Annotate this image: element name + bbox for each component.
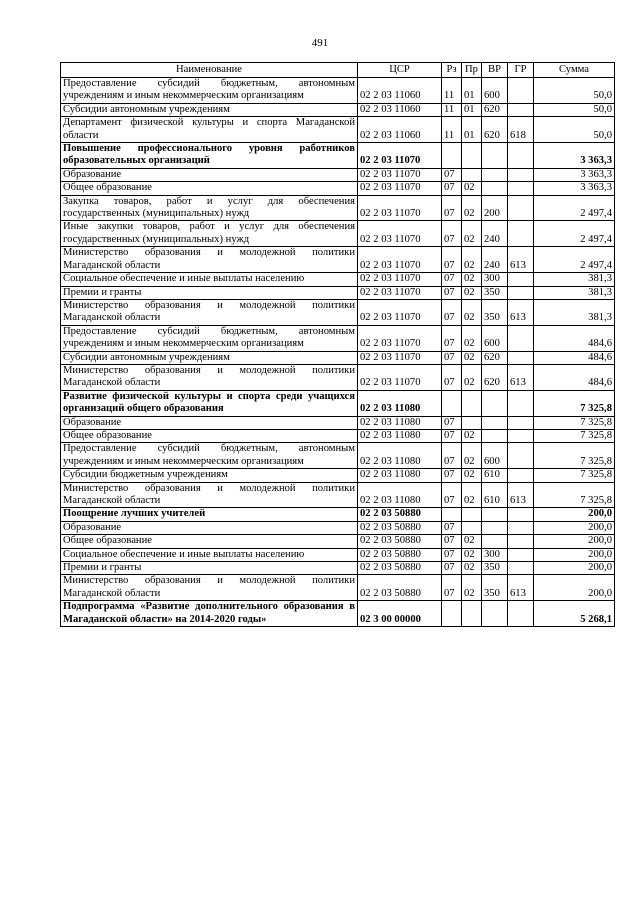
cell-vr: 620 [482,364,508,390]
cell-vr [482,521,508,534]
cell-name: Социальное обеспечение и иные выплаты населению [61,548,358,561]
cell-name: Образование [61,168,358,181]
table-row [61,535,615,548]
table-row [61,601,615,627]
table-row [61,182,615,195]
cell-sum: 3 363,3 [534,143,615,169]
cell-vr: 600 [482,78,508,104]
cell-vr [482,143,508,169]
cell-pr [462,601,482,627]
cell-csr: 02 3 00 00000 [358,601,442,627]
cell-csr: 02 2 03 11070 [358,247,442,273]
cell-pr: 02 [462,535,482,548]
cell-sum: 5 268,1 [534,601,615,627]
cell-rz: 07 [442,562,462,575]
cell-vr: 350 [482,299,508,325]
cell-csr: 02 2 03 11080 [358,390,442,416]
cell-name: Общее образование [61,535,358,548]
cell-csr: 02 2 03 11070 [358,182,442,195]
table-row [61,508,615,521]
table-row [61,575,615,601]
table-row [61,548,615,561]
cell-sum: 7 325,8 [534,469,615,482]
cell-name: Предоставление субсидий бюджетным, автономным учреждениям и иным некоммерческим организациям [61,78,358,104]
cell-vr [482,508,508,521]
cell-sum: 7 325,8 [534,416,615,429]
cell-gr [508,416,534,429]
table-row [61,286,615,299]
cell-vr: 240 [482,221,508,247]
cell-sum: 2 497,4 [534,221,615,247]
cell-pr: 02 [462,364,482,390]
cell-vr: 300 [482,548,508,561]
cell-pr: 02 [462,221,482,247]
cell-rz: 07 [442,443,462,469]
cell-vr: 620 [482,351,508,364]
page-number: 491 [311,37,329,49]
cell-gr [508,521,534,534]
cell-name: Министерство образования и молодежной политики Магаданской области [61,299,358,325]
cell-rz [442,508,462,521]
table-row [61,117,615,143]
table-row [61,521,615,534]
cell-gr [508,325,534,351]
cell-gr [508,221,534,247]
cell-name: Министерство образования и молодежной политики Магаданской области [61,364,358,390]
header-pr: Пр [462,63,482,78]
cell-csr: 02 2 03 11070 [358,273,442,286]
table-row [61,247,615,273]
cell-csr: 02 2 03 11070 [358,168,442,181]
cell-rz [442,390,462,416]
cell-rz: 07 [442,521,462,534]
cell-vr: 240 [482,247,508,273]
cell-name: Премии и гранты [61,286,358,299]
cell-pr: 02 [462,562,482,575]
cell-csr: 02 2 03 50880 [358,508,442,521]
cell-gr [508,168,534,181]
cell-gr [508,195,534,221]
cell-rz: 07 [442,182,462,195]
cell-sum: 50,0 [534,78,615,104]
cell-vr [482,182,508,195]
cell-pr: 02 [462,182,482,195]
cell-sum: 50,0 [534,117,615,143]
cell-csr: 02 2 03 11070 [358,299,442,325]
table-row [61,416,615,429]
cell-name: Образование [61,416,358,429]
cell-csr: 02 2 03 11080 [358,416,442,429]
cell-sum: 2 497,4 [534,195,615,221]
table-row [61,562,615,575]
cell-gr: 613 [508,482,534,508]
cell-name: Премии и гранты [61,562,358,575]
cell-csr: 02 2 03 11070 [358,143,442,169]
cell-pr: 02 [462,195,482,221]
cell-gr [508,443,534,469]
cell-name: Предоставление субсидий бюджетным, автономным учреждениям и иным некоммерческим организациям [61,325,358,351]
table-header-row [61,63,615,78]
cell-vr: 600 [482,325,508,351]
table-row [61,221,615,247]
cell-pr: 02 [462,325,482,351]
table-row [61,364,615,390]
cell-pr [462,416,482,429]
table-row [61,390,615,416]
table-row [61,325,615,351]
cell-pr [462,168,482,181]
cell-vr: 350 [482,286,508,299]
cell-pr [462,508,482,521]
budget-table [60,62,615,627]
cell-csr: 02 2 03 11070 [358,221,442,247]
cell-rz: 07 [442,429,462,442]
cell-rz: 07 [442,195,462,221]
cell-csr: 02 2 03 11060 [358,78,442,104]
cell-gr [508,78,534,104]
cell-pr: 02 [462,548,482,561]
cell-gr [508,143,534,169]
cell-csr: 02 2 03 50880 [358,521,442,534]
cell-name: Департамент физической культуры и спорта Магаданской области [61,117,358,143]
cell-csr: 02 2 03 50880 [358,562,442,575]
cell-vr [482,429,508,442]
cell-sum: 381,3 [534,299,615,325]
cell-sum: 200,0 [534,535,615,548]
header-csr: ЦСР [358,63,442,78]
cell-vr [482,390,508,416]
cell-name: Субсидии автономным учреждениям [61,351,358,364]
cell-name: Поощрение лучших учителей [61,508,358,521]
table-row [61,273,615,286]
table-row [61,482,615,508]
cell-gr: 613 [508,364,534,390]
cell-sum: 381,3 [534,273,615,286]
table-body [61,78,615,627]
cell-pr: 02 [462,575,482,601]
table-row [61,351,615,364]
cell-gr [508,548,534,561]
cell-gr [508,390,534,416]
cell-csr: 02 2 03 11070 [358,195,442,221]
cell-pr: 01 [462,103,482,116]
cell-pr [462,521,482,534]
cell-name: Общее образование [61,182,358,195]
cell-csr: 02 2 03 11080 [358,469,442,482]
cell-gr [508,351,534,364]
cell-sum: 7 325,8 [534,482,615,508]
cell-vr: 620 [482,103,508,116]
cell-sum: 3 363,3 [534,182,615,195]
cell-pr: 02 [462,469,482,482]
cell-vr [482,416,508,429]
cell-sum: 484,6 [534,325,615,351]
cell-gr [508,103,534,116]
cell-csr: 02 2 03 11070 [358,286,442,299]
cell-pr: 01 [462,117,482,143]
cell-rz: 07 [442,416,462,429]
cell-csr: 02 2 03 11080 [358,443,442,469]
header-sum: Сумма [534,63,615,78]
cell-name: Повышение профессионального уровня работников образовательных организаций [61,143,358,169]
cell-rz: 07 [442,221,462,247]
table-row [61,429,615,442]
cell-rz: 07 [442,168,462,181]
cell-sum: 200,0 [534,508,615,521]
cell-sum: 2 497,4 [534,247,615,273]
cell-gr [508,182,534,195]
cell-rz: 07 [442,548,462,561]
cell-pr: 02 [462,286,482,299]
cell-gr [508,508,534,521]
table-row [61,469,615,482]
cell-vr: 610 [482,469,508,482]
cell-rz [442,143,462,169]
cell-pr [462,390,482,416]
cell-sum: 200,0 [534,575,615,601]
cell-pr: 02 [462,273,482,286]
cell-gr [508,469,534,482]
cell-name: Закупка товаров, работ и услуг для обеспечения государственных (муниципальных) нужд [61,195,358,221]
cell-vr: 610 [482,482,508,508]
cell-gr [508,273,534,286]
cell-vr [482,535,508,548]
cell-pr: 02 [462,429,482,442]
cell-rz: 07 [442,273,462,286]
cell-csr: 02 2 03 11060 [358,103,442,116]
cell-rz: 07 [442,482,462,508]
table-row [61,299,615,325]
cell-pr: 02 [462,482,482,508]
cell-gr [508,535,534,548]
cell-rz: 07 [442,325,462,351]
cell-gr: 613 [508,575,534,601]
cell-sum: 7 325,8 [534,443,615,469]
cell-gr [508,562,534,575]
cell-csr: 02 2 03 11080 [358,429,442,442]
cell-name: Субсидии автономным учреждениям [61,103,358,116]
cell-csr: 02 2 03 11070 [358,351,442,364]
table-row [61,143,615,169]
cell-csr: 02 2 03 50880 [358,535,442,548]
table-row [61,103,615,116]
cell-csr: 02 2 03 11080 [358,482,442,508]
cell-rz: 07 [442,469,462,482]
table-row [61,443,615,469]
cell-vr: 600 [482,443,508,469]
cell-csr: 02 2 03 50880 [358,575,442,601]
cell-gr [508,429,534,442]
cell-name: Развитие физической культуры и спорта среди учащихся организаций общего образования [61,390,358,416]
cell-vr: 300 [482,273,508,286]
cell-rz [442,601,462,627]
cell-name: Иные закупки товаров, работ и услуг для обеспечения государственных (муниципальных) нужд [61,221,358,247]
cell-rz: 07 [442,364,462,390]
cell-sum: 50,0 [534,103,615,116]
cell-sum: 200,0 [534,562,615,575]
cell-vr [482,601,508,627]
cell-rz: 07 [442,535,462,548]
cell-sum: 200,0 [534,548,615,561]
cell-name: Образование [61,521,358,534]
cell-sum: 7 325,8 [534,390,615,416]
cell-name: Предоставление субсидий бюджетным, автономным учреждениям и иным некоммерческим организациям [61,443,358,469]
cell-vr: 200 [482,195,508,221]
cell-gr: 613 [508,299,534,325]
cell-vr: 620 [482,117,508,143]
cell-csr: 02 2 03 11070 [358,364,442,390]
cell-pr: 02 [462,247,482,273]
cell-sum: 3 363,3 [534,168,615,181]
cell-pr: 02 [462,299,482,325]
cell-pr: 02 [462,351,482,364]
cell-sum: 7 325,8 [534,429,615,442]
cell-name: Министерство образования и молодежной политики Магаданской области [61,575,358,601]
cell-gr: 618 [508,117,534,143]
header-rz: Рз [442,63,462,78]
table-row [61,168,615,181]
cell-csr: 02 2 03 11060 [358,117,442,143]
cell-pr [462,143,482,169]
cell-name: Субсидии бюджетным учреждениям [61,469,358,482]
cell-gr [508,286,534,299]
cell-name: Министерство образования и молодежной политики Магаданской области [61,482,358,508]
cell-name: Общее образование [61,429,358,442]
cell-rz: 11 [442,78,462,104]
cell-sum: 200,0 [534,521,615,534]
cell-sum: 484,6 [534,364,615,390]
cell-sum: 484,6 [534,351,615,364]
header-vr: ВР [482,63,508,78]
cell-gr [508,601,534,627]
header-gr: ГР [508,63,534,78]
cell-vr: 350 [482,575,508,601]
header-name: Наименование [61,63,358,78]
cell-csr: 02 2 03 11070 [358,325,442,351]
cell-rz: 07 [442,575,462,601]
cell-vr [482,168,508,181]
cell-name: Социальное обеспечение и иные выплаты населению [61,273,358,286]
cell-rz: 07 [442,351,462,364]
cell-vr: 350 [482,562,508,575]
cell-gr: 613 [508,247,534,273]
cell-name: Подпрограмма «Развитие дополнительного образования в Магаданской области» на 2014-2020 годы» [61,601,358,627]
cell-csr: 02 2 03 50880 [358,548,442,561]
cell-rz: 11 [442,117,462,143]
cell-rz: 07 [442,247,462,273]
cell-pr: 01 [462,78,482,104]
cell-rz: 11 [442,103,462,116]
cell-name: Министерство образования и молодежной политики Магаданской области [61,247,358,273]
table-row [61,195,615,221]
cell-pr: 02 [462,443,482,469]
cell-sum: 381,3 [534,286,615,299]
table-row [61,78,615,104]
cell-rz: 07 [442,299,462,325]
cell-rz: 07 [442,286,462,299]
